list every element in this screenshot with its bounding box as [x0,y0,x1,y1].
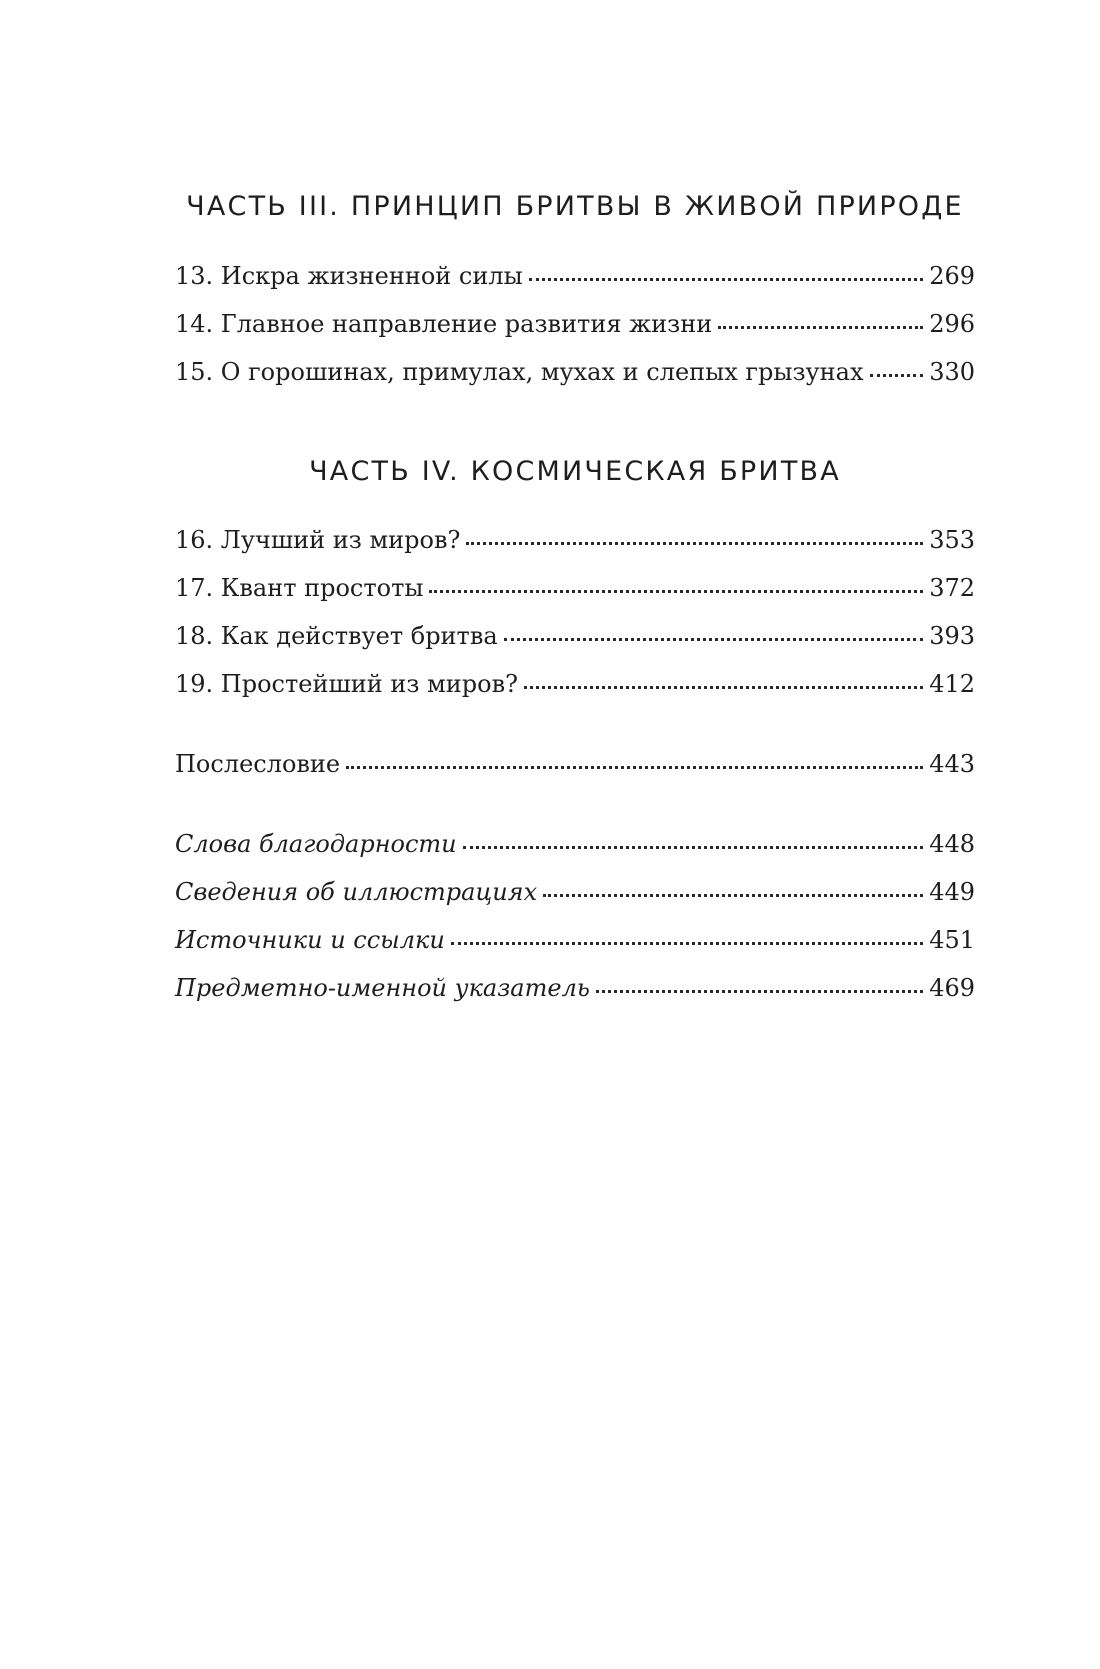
dot-leader [504,638,924,641]
toc-entry-title: 13. Искра жизненной силы [175,262,523,290]
toc-entry-index[interactable] [175,970,975,1006]
toc-entry-page: 451 [929,926,975,954]
toc-entry-title: 14. Главное направление развития жизни [175,310,713,338]
toc-entry-page: 393 [929,622,975,650]
toc-entry-chapter-19[interactable] [175,666,975,702]
toc-entry-page: 296 [929,310,975,338]
toc-entry-page: 469 [929,974,975,1002]
toc-entry-page: 269 [929,262,975,290]
toc-entry-title: Источники и ссылки [175,926,445,954]
toc-entry-title: 18. Как действует бритва [175,622,498,650]
toc-entry-chapter-15[interactable] [175,354,975,390]
dot-leader [466,542,923,545]
toc-entry-sources[interactable] [175,922,975,958]
dot-leader [596,990,923,993]
dot-leader [524,686,923,689]
part-3-heading: ЧАСТЬ III. ПРИНЦИП БРИТВЫ В ЖИВОЙ ПРИРОДЕ [186,191,964,222]
toc-entry-page: 448 [929,830,975,858]
toc-entry-title: 16. Лучший из миров? [175,526,461,554]
toc-entry-chapter-16[interactable] [175,522,975,558]
toc-entry-title: 15. О горошинах, примулах, мухах и слепых грызунах [175,358,864,386]
toc-entry-title: Послесловие [175,750,341,778]
toc-entry-page: 449 [929,878,975,906]
toc-entry-title: 17. Квант простоты [175,574,424,602]
part-4-heading: ЧАСТЬ IV. КОСМИЧЕСКАЯ БРИТВА [309,456,841,487]
toc-entry-title: Слова благодарности [175,830,457,858]
dot-leader [529,278,924,281]
toc-entry-page: 330 [929,358,975,386]
toc-entry-page: 353 [929,526,975,554]
dot-leader [346,766,923,769]
dot-leader [543,894,923,897]
toc-entry-chapter-18[interactable] [175,618,975,654]
dot-leader [429,590,923,593]
toc-entry-afterword[interactable] [175,746,975,782]
toc-entry-chapter-14[interactable] [175,306,975,342]
dot-leader [870,374,924,377]
toc-entry-page: 372 [929,574,975,602]
toc-entry-title: Предметно-именной указатель [175,974,590,1002]
dot-leader [451,942,923,945]
toc-entry-page: 443 [929,750,975,778]
toc-entry-page: 412 [929,670,975,698]
toc-entry-title: Сведения об иллюстрациях [175,878,538,906]
toc-entry-chapter-13[interactable] [175,258,975,294]
toc-entry-title: 19. Простейший из миров? [175,670,518,698]
toc-entry-acknowledgements[interactable] [175,826,975,862]
dot-leader [718,326,923,329]
toc-entry-illustration-credits[interactable] [175,874,975,910]
dot-leader [463,846,924,849]
toc-entry-chapter-17[interactable] [175,570,975,606]
